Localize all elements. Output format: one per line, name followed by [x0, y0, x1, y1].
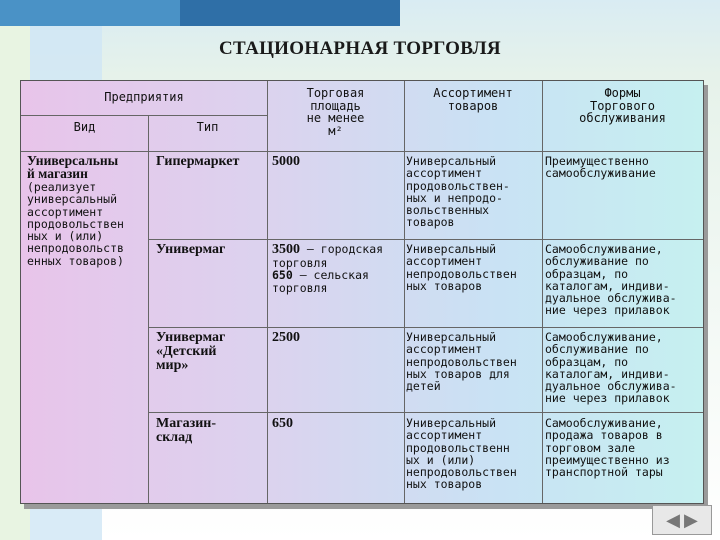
row-type: Универмаг «Детский мир» [156, 330, 226, 373]
row-type: Гипермаркет [156, 154, 240, 169]
row-service: Преимущественно самообслуживание [545, 154, 656, 181]
row-area: 650 [272, 416, 293, 431]
area-value: 3500 [272, 242, 300, 257]
header-assortment: Ассортимент товаров [433, 86, 513, 113]
decor-band [180, 0, 400, 26]
kind-description: (реализует универсальный ассортимент продовольствен ных и (или) непродовольств енных товаров) [27, 180, 124, 268]
row-service: Самообслуживание, продажа товаров в торговом зале преимущественно из транспортной тары [545, 416, 670, 480]
slide-nav [652, 505, 712, 535]
row-area: 2500 [272, 330, 300, 345]
header-service: Формы Торгового обслуживания [579, 86, 666, 125]
row-assortment: Универсальный ассортимент непродовольствен ных товаров [406, 242, 517, 293]
row-type: Магазин- склад [156, 416, 216, 445]
header-enterprises: Предприятия [104, 90, 184, 104]
header-area: Торговая площадь не менее м² [306, 86, 365, 138]
prev-arrow-icon[interactable]: ◀ [666, 509, 680, 531]
kind-name: Универсальны й магазин [27, 153, 119, 181]
row-service: Самообслуживание, обслуживание по образцам, по каталогам, индиви- дуальное обслужива- ние через прилавок [545, 242, 677, 318]
row-assortment: Универсальный ассортимент продовольственн ых и (или) непродовольствен ных товаров [406, 416, 517, 492]
header-type: Тип [196, 120, 219, 134]
row-area: 3500 – городская торговля 650 – сельская торговля [272, 242, 384, 295]
row-area: 5000 [272, 154, 300, 169]
next-arrow-icon[interactable]: ▶ [684, 509, 698, 531]
area-value: 650 [272, 268, 293, 283]
slide-title: СТАЦИОНАРНАЯ ТОРГОВЛЯ [219, 38, 501, 59]
trade-table [20, 80, 704, 504]
header-kind: Вид [73, 120, 96, 134]
row-service: Самообслуживание, обслуживание по образцам, по каталогам, индиви- дуальное обслужива- ние через прилавок [545, 330, 677, 406]
row-assortment: Универсальный ассортимент непродовольствен ных товаров для детей [406, 330, 517, 394]
row-type: Универмаг [156, 242, 226, 257]
row-assortment: Универсальный ассортимент продовольствен- ных и непродо- вольственных товаров [406, 154, 510, 230]
